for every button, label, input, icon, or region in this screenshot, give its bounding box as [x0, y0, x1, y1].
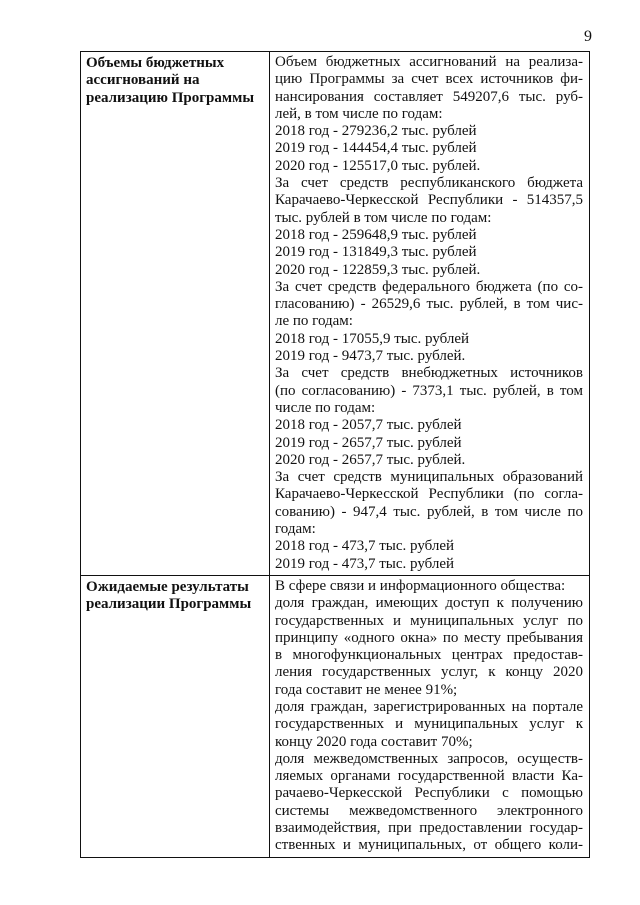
content-line: 2019 год - 144454,4 тыс. рублей [275, 140, 477, 157]
content-line: взаимодействия, при предоставлении государ- [275, 820, 583, 837]
content-line: доля граждан, зарегистрированных на портале [275, 698, 583, 715]
content-line: лей, в том числе по годам: [275, 105, 443, 122]
content-line: системы межведомственного электронного [275, 802, 583, 819]
row-label-line: реализацию Программы [86, 89, 255, 106]
content-line: гласованию) - 26529,6 тыс. рублей, в том чис- [275, 296, 583, 313]
content-line: 2020 год - 125517,0 тыс. рублей. [275, 157, 481, 174]
content-line: годам: [275, 521, 316, 538]
content-line: 2018 год - 279236,2 тыс. рублей [275, 123, 477, 140]
content-line: (по согласованию) - 7373,1 тыс. рублей, в том [275, 382, 583, 399]
content-line: цию Программы за счет всех источников фи- [275, 71, 583, 88]
row-label [81, 575, 270, 857]
content-line: 2020 год - 2657,7 тыс. рублей. [275, 451, 466, 468]
content-line: года составит не менее 91%; [275, 681, 458, 698]
content-line: ле по годам: [275, 313, 353, 330]
content-line: сованию) - 947,4 тыс. рублей, в том числе по [275, 503, 583, 520]
row-label-line: Ожидаемые результаты [86, 578, 249, 595]
content-line: 2019 год - 473,7 тыс. рублей [275, 555, 455, 572]
content-line: За счет средств муниципальных образований [275, 469, 583, 486]
content-line: За счет средств республиканского бюджета [275, 175, 583, 192]
table-row [81, 575, 590, 857]
content-line: Карачаево-Черкесской Республики (по согла- [275, 486, 583, 503]
content-line: в многофункциональных центрах предостав- [275, 647, 583, 664]
program-passport-table [80, 51, 590, 858]
content-line: 2018 год - 17055,9 тыс. рублей [275, 330, 470, 347]
row-label [81, 52, 270, 576]
table-row [81, 52, 590, 576]
content-line: За счет средств внебюджетных источников [275, 365, 583, 382]
content-line: 2019 год - 9473,7 тыс. рублей. [275, 348, 466, 365]
content-line: 2020 год - 122859,3 тыс. рублей. [275, 261, 481, 278]
content-line: 2019 год - 131849,3 тыс. рублей [275, 244, 477, 261]
content-line: 2019 год - 2657,7 тыс. рублей [275, 434, 462, 451]
row-content [270, 575, 590, 857]
content-line: 2018 год - 259648,9 тыс. рублей [275, 226, 477, 243]
content-line: доля межведомственных запросов, осуществ- [275, 750, 583, 767]
content-line: Объем бюджетных ассигнований на реализа- [275, 54, 583, 70]
row-content [270, 52, 590, 576]
content-line: ственных и муниципальных, от общего коли- [275, 837, 583, 854]
content-line: В сфере связи и информационного общества: [275, 577, 566, 594]
content-line: нансирования составляет 549207,6 тыс. руб- [275, 88, 583, 105]
content-line: Карачаево-Черкесской Республики - 514357,5 [275, 192, 583, 209]
content-line: тыс. рублей в том числе по годам: [275, 209, 492, 226]
content-line: 2018 год - 473,7 тыс. рублей [275, 538, 455, 555]
page-number: 9 [584, 28, 592, 45]
row-label-line: ассигнований на [86, 72, 200, 89]
row-label-line: Объемы бюджетных [86, 55, 225, 71]
content-line: 2018 год - 2057,7 тыс. рублей [275, 417, 462, 434]
content-line: принципу «одного окна» по месту пребывания [275, 629, 583, 646]
content-line: государственных и муниципальных услуг по [275, 612, 583, 629]
content-line: рачаево-Черкесской Республики с помощью [275, 785, 583, 802]
content-line: числе по годам: [275, 399, 376, 416]
row-label-line: реализации Программы [86, 596, 252, 613]
content-line: За счет средств федерального бюджета (по со- [275, 278, 583, 295]
content-line: концу 2020 года составит 70%; [275, 733, 473, 750]
content-line: доля граждан, имеющих доступ к получению [275, 595, 583, 612]
content-line: ления государственных услуг, к концу 2020 [275, 664, 583, 681]
content-line: государственных и муниципальных услуг к [275, 716, 583, 733]
content-line: ляемых органами государственной власти Ка- [275, 768, 583, 785]
